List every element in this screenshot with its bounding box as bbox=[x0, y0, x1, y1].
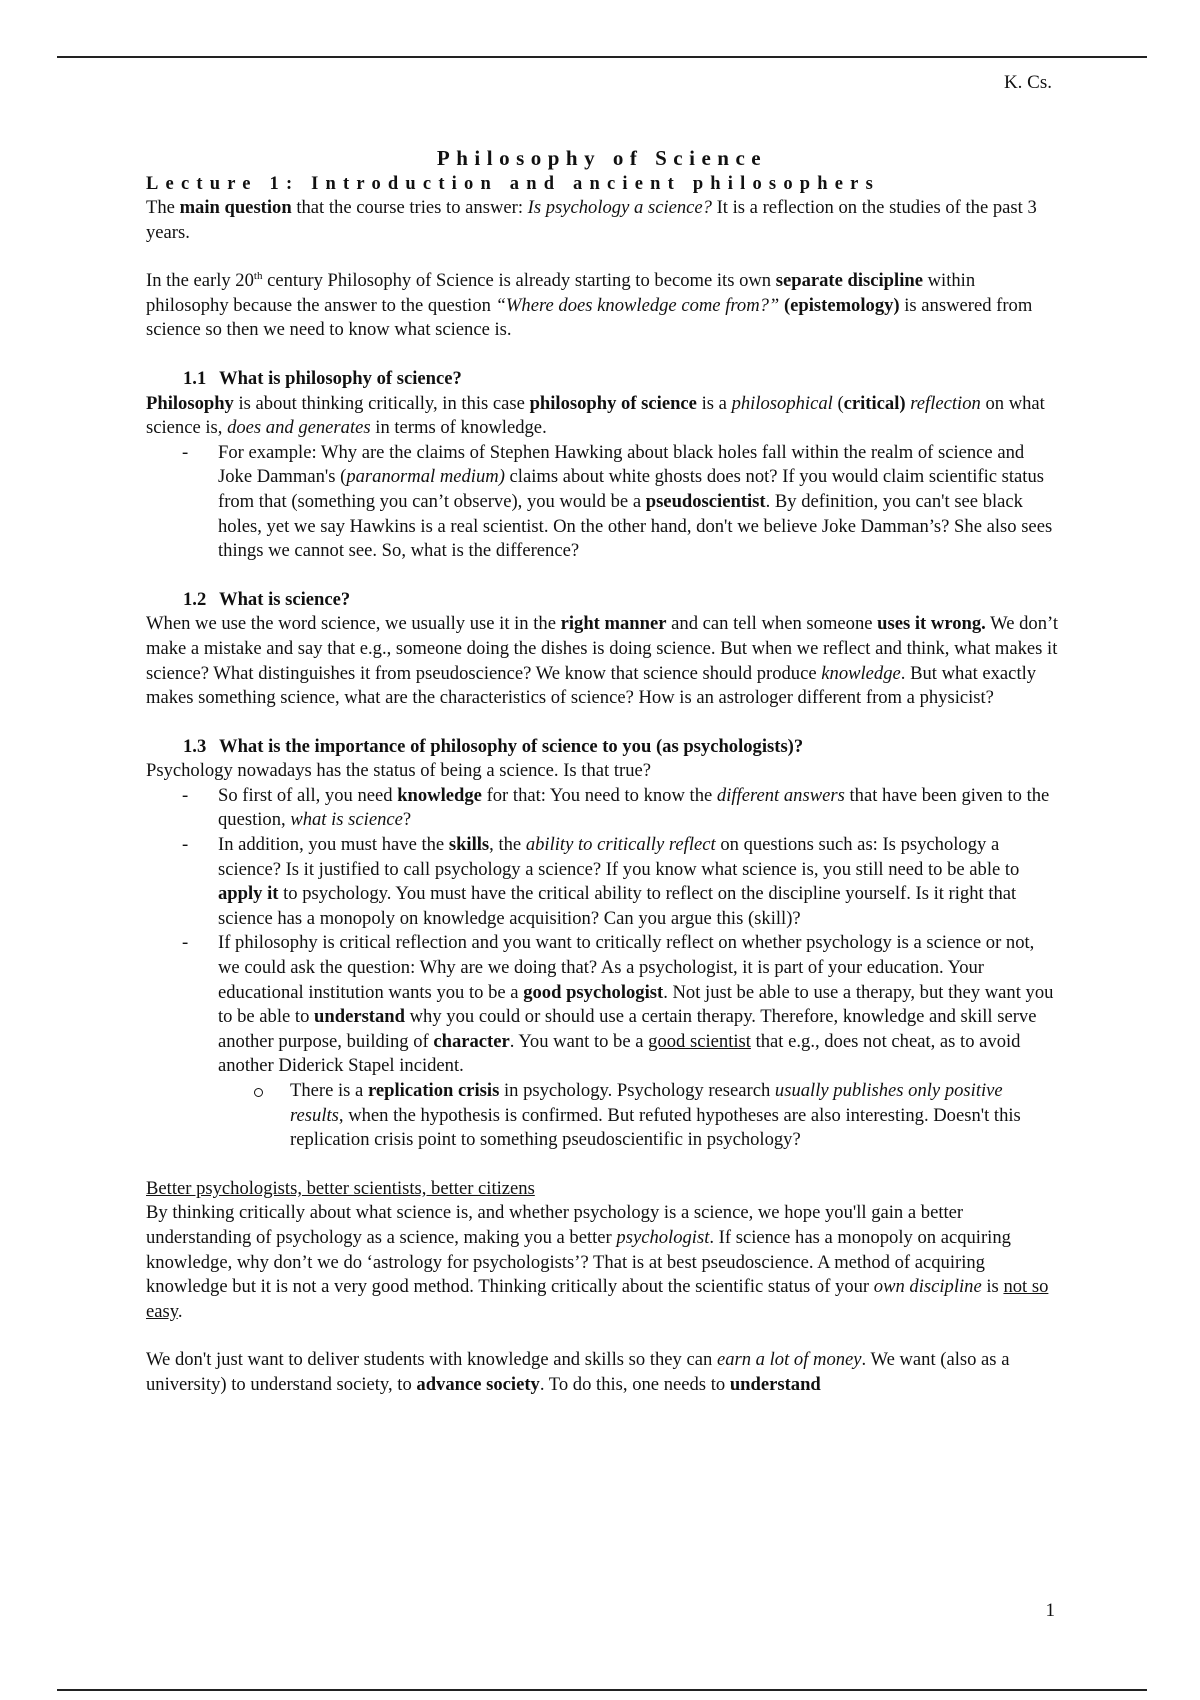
top-rule bbox=[57, 56, 1147, 58]
section-heading-1-2: 1.2 What is science? bbox=[183, 588, 351, 610]
page-title: Philosophy of Science bbox=[436, 146, 768, 170]
section-1-1-paragraph: Philosophy is about thinking critically, in this case philosophy of science is a philosophical (critical) reflection on what science is, does and generates in terms of knowledge. bbox=[146, 392, 1045, 439]
section-heading-1-3: 1.3 What is the importance of philosophy of science to you (as psychologists)? bbox=[183, 735, 804, 757]
section-1-2-paragraph: When we use the word science, we usually use it in the right manner and can tell when someone uses it wrong. We don’t make a mistake and say that e.g., someone doing the dishes is doing science. But when we reflect and think, what makes it science? What distinguishes it from pseudoscience? We know that science should produce knowledge. But what exactly makes something science, what are the characteristics of science? How is an astrologer different from a physicist? bbox=[146, 613, 1059, 709]
subheading-better-citizens: Better psychologists, better scientists, better citizens bbox=[146, 1177, 535, 1199]
bottom-rule bbox=[57, 1689, 1147, 1691]
list-item: - In addition, you must have the skills, the ability to critically reflect on questions such as: Is psychology a science? Is it justified to call psychology a science? If you know what science is, you still need to be able to apply it to psychology. You must have the critical ability to reflect on the discipline yourself. Is it right that science has a monopoly on knowledge acquisition? Can you argue this (skill)? bbox=[146, 833, 1058, 931]
list-item: - So first of all, you need knowledge for that: You need to know the different answers that have been given to the question, what is science? bbox=[146, 784, 1058, 833]
section-1-3-list bbox=[146, 784, 1058, 1153]
list-item: - For example: Why are the claims of Stephen Hawking about black holes fall within the realm of science and Joke Damman's (paranormal medium) claims about white ghosts does not? If you would claim scientific status from that (something you can’t observe), you would be a pseudoscientist. By definition, you can't see black holes, yet we say Hawkins is a real scientist. On the other hand, don't we believe Joke Damman’s? She also sees things we cannot see. So, what is the difference? bbox=[146, 441, 1058, 564]
lecture-title: Lecture 1: Introduction and ancient philosophers bbox=[146, 174, 880, 194]
list-item: - If philosophy is critical reflection and you want to critically reflect on whether psychology is a science or not, we could ask the question: Why are we doing that? As a psychologist, it is part of your education. Your educational institution wants you to be a good psychologist. Not just be able to use a therapy, but they want you to be able to understand why you could or should use a certain therapy. Therefore, knowledge and skill serve another purpose, building of character. You want to be a good scientist that e.g., does not cheat, as to avoid another Diderick Stapel incident. There is a replication crisis in psychology. Psychology research usually publishes only positive results, when the hypothesis is confirmed. But refuted hypotheses are also interesting. Doesn't this replication crisis point to something pseudoscientific in psychology? bbox=[146, 931, 1058, 1152]
document-body bbox=[146, 144, 1058, 1398]
better-paragraph-1: By thinking critically about what science is, and whether psychology is a science, we hope you'll gain a better understanding of psychology as a science, making you a better psychologist. If science has a monopoly on acquiring knowledge, why don’t we do ‘astrology for psychologists’? That is at best pseudoscience. A method of acquiring knowledge but it is not a very good method. Thinking critically about the scientific status of your own discipline is not so easy. bbox=[146, 1202, 1049, 1322]
sub-list-item: There is a replication crisis in psychology. Psychology research usually publishes only positive results, when the hypothesis is confirmed. But refuted hypotheses are also interesting. Doesn't this replication crisis point to something pseudoscientific in psychology? bbox=[218, 1079, 1058, 1153]
section-1-3-intro: Psychology nowadays has the status of being a science. Is that true? bbox=[146, 760, 652, 782]
intro-paragraph-2: In the early 20th century Philosophy of Science is already starting to become its own separate discipline within philosophy because the answer to the question “Where does knowledge come from?” (epistemology) is answered from science so then we need to know what science is. bbox=[146, 270, 1033, 341]
better-paragraph-2: We don't just want to deliver students with knowledge and skills so they can earn a lot of money. We want (also as a university) to understand society, to advance society. To do this, one needs to understand bbox=[146, 1349, 1010, 1395]
section-heading-1-1: 1.1 What is philosophy of science? bbox=[183, 367, 462, 389]
intro-paragraph-1: The main question that the course tries to answer: Is psychology a science? It is a reflection on the studies of the past 3 years. bbox=[146, 197, 1037, 243]
page-number: 1 bbox=[1045, 1600, 1055, 1621]
section-1-1-list bbox=[146, 441, 1058, 564]
sub-list bbox=[218, 1079, 1058, 1153]
author-initials: K. Cs. bbox=[1003, 72, 1052, 93]
